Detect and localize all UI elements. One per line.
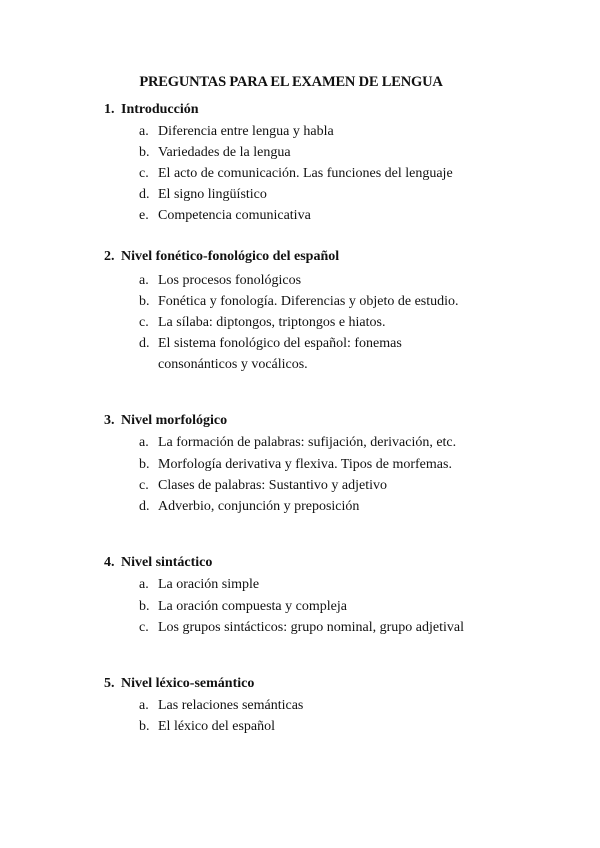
section-number: 3.: [104, 413, 115, 428]
section-title: Nivel fonético-fonológico del español: [121, 249, 340, 264]
list-item: [139, 312, 519, 333]
list-item-text: La formación de palabras: sufijación, derivación, etc.: [158, 435, 457, 450]
list-marker: b.: [139, 599, 150, 614]
section-number: 5.: [104, 676, 115, 691]
list-item-text: Morfología derivativa y flexiva. Tipos de morfemas.: [158, 457, 452, 472]
section-heading: [104, 249, 339, 265]
section-title: Introducción: [121, 102, 199, 117]
list-item: [139, 574, 519, 595]
list-marker: b.: [139, 719, 150, 734]
section-number: 4.: [104, 555, 115, 570]
section-title: Nivel morfológico: [121, 413, 228, 428]
list-marker: e.: [139, 208, 149, 223]
list-item-text: El léxico del español: [158, 719, 276, 734]
list-marker: a.: [139, 577, 149, 592]
section-number: 2.: [104, 249, 115, 264]
list-item: [139, 432, 519, 453]
list-marker: d.: [139, 499, 150, 514]
list-item: [139, 475, 519, 496]
list-item-text: Variedades de la lengua: [158, 145, 291, 160]
list-marker: a.: [139, 698, 149, 713]
list-marker: b.: [139, 294, 150, 309]
list-item: [139, 596, 519, 617]
list-item-text: Los grupos sintácticos: grupo nominal, grupo adjetival: [158, 620, 465, 635]
list-item-text: Los procesos fonológicos: [158, 273, 302, 288]
list-item: [139, 270, 519, 291]
list-item: [139, 205, 519, 226]
section-heading: [104, 102, 199, 118]
list-item-text: La oración simple: [158, 577, 260, 592]
section-heading: [104, 676, 254, 692]
list-item-text: Las relaciones semánticas: [158, 698, 304, 713]
list-marker: c.: [139, 166, 149, 181]
page-title: PREGUNTAS PARA EL EXAMEN DE LENGUA: [139, 74, 443, 90]
list-item: [139, 716, 519, 737]
list-item-text: Clases de palabras: Sustantivo y adjetivo: [158, 478, 388, 493]
list-item: [139, 617, 519, 638]
list-item: [139, 496, 519, 517]
section-number: 1.: [104, 102, 115, 117]
list-marker: d.: [139, 336, 150, 351]
list-item-text: Adverbio, conjunción y preposición: [158, 499, 360, 514]
list-marker: c.: [139, 620, 149, 635]
list-item: [139, 454, 519, 475]
list-marker: d.: [139, 187, 150, 202]
list-item: [139, 291, 519, 312]
list-item-text: El acto de comunicación. Las funciones del lenguaje: [158, 166, 453, 181]
list-item: [139, 142, 519, 163]
list-item-text: El sistema fonológico del español: fonemas consonánticos y vocálicos.: [158, 336, 402, 372]
list-item: [139, 695, 519, 716]
list-item: [139, 163, 519, 184]
list-item: [139, 184, 519, 205]
list-item-text: Competencia comunicativa: [158, 208, 311, 223]
section-heading: [104, 413, 227, 429]
section-heading: [104, 555, 212, 571]
list-item-text: Diferencia entre lengua y habla: [158, 124, 334, 139]
list-marker: b.: [139, 145, 150, 160]
list-item-text: La sílaba: diptongos, triptongos e hiatos.: [158, 315, 386, 330]
list-marker: b.: [139, 457, 150, 472]
section-title: Nivel léxico-semántico: [121, 676, 255, 691]
section-title: Nivel sintáctico: [121, 555, 213, 570]
list-marker: a.: [139, 273, 149, 288]
list-marker: c.: [139, 478, 149, 493]
list-item-text: Fonética y fonología. Diferencias y objeto de estudio.: [158, 294, 459, 309]
list-item: [139, 121, 519, 142]
list-marker: a.: [139, 435, 149, 450]
list-item-text: La oración compuesta y compleja: [158, 599, 347, 614]
list-marker: a.: [139, 124, 149, 139]
list-item-text: El signo lingüístico: [158, 187, 267, 202]
list-marker: c.: [139, 315, 149, 330]
list-item: [139, 333, 469, 375]
